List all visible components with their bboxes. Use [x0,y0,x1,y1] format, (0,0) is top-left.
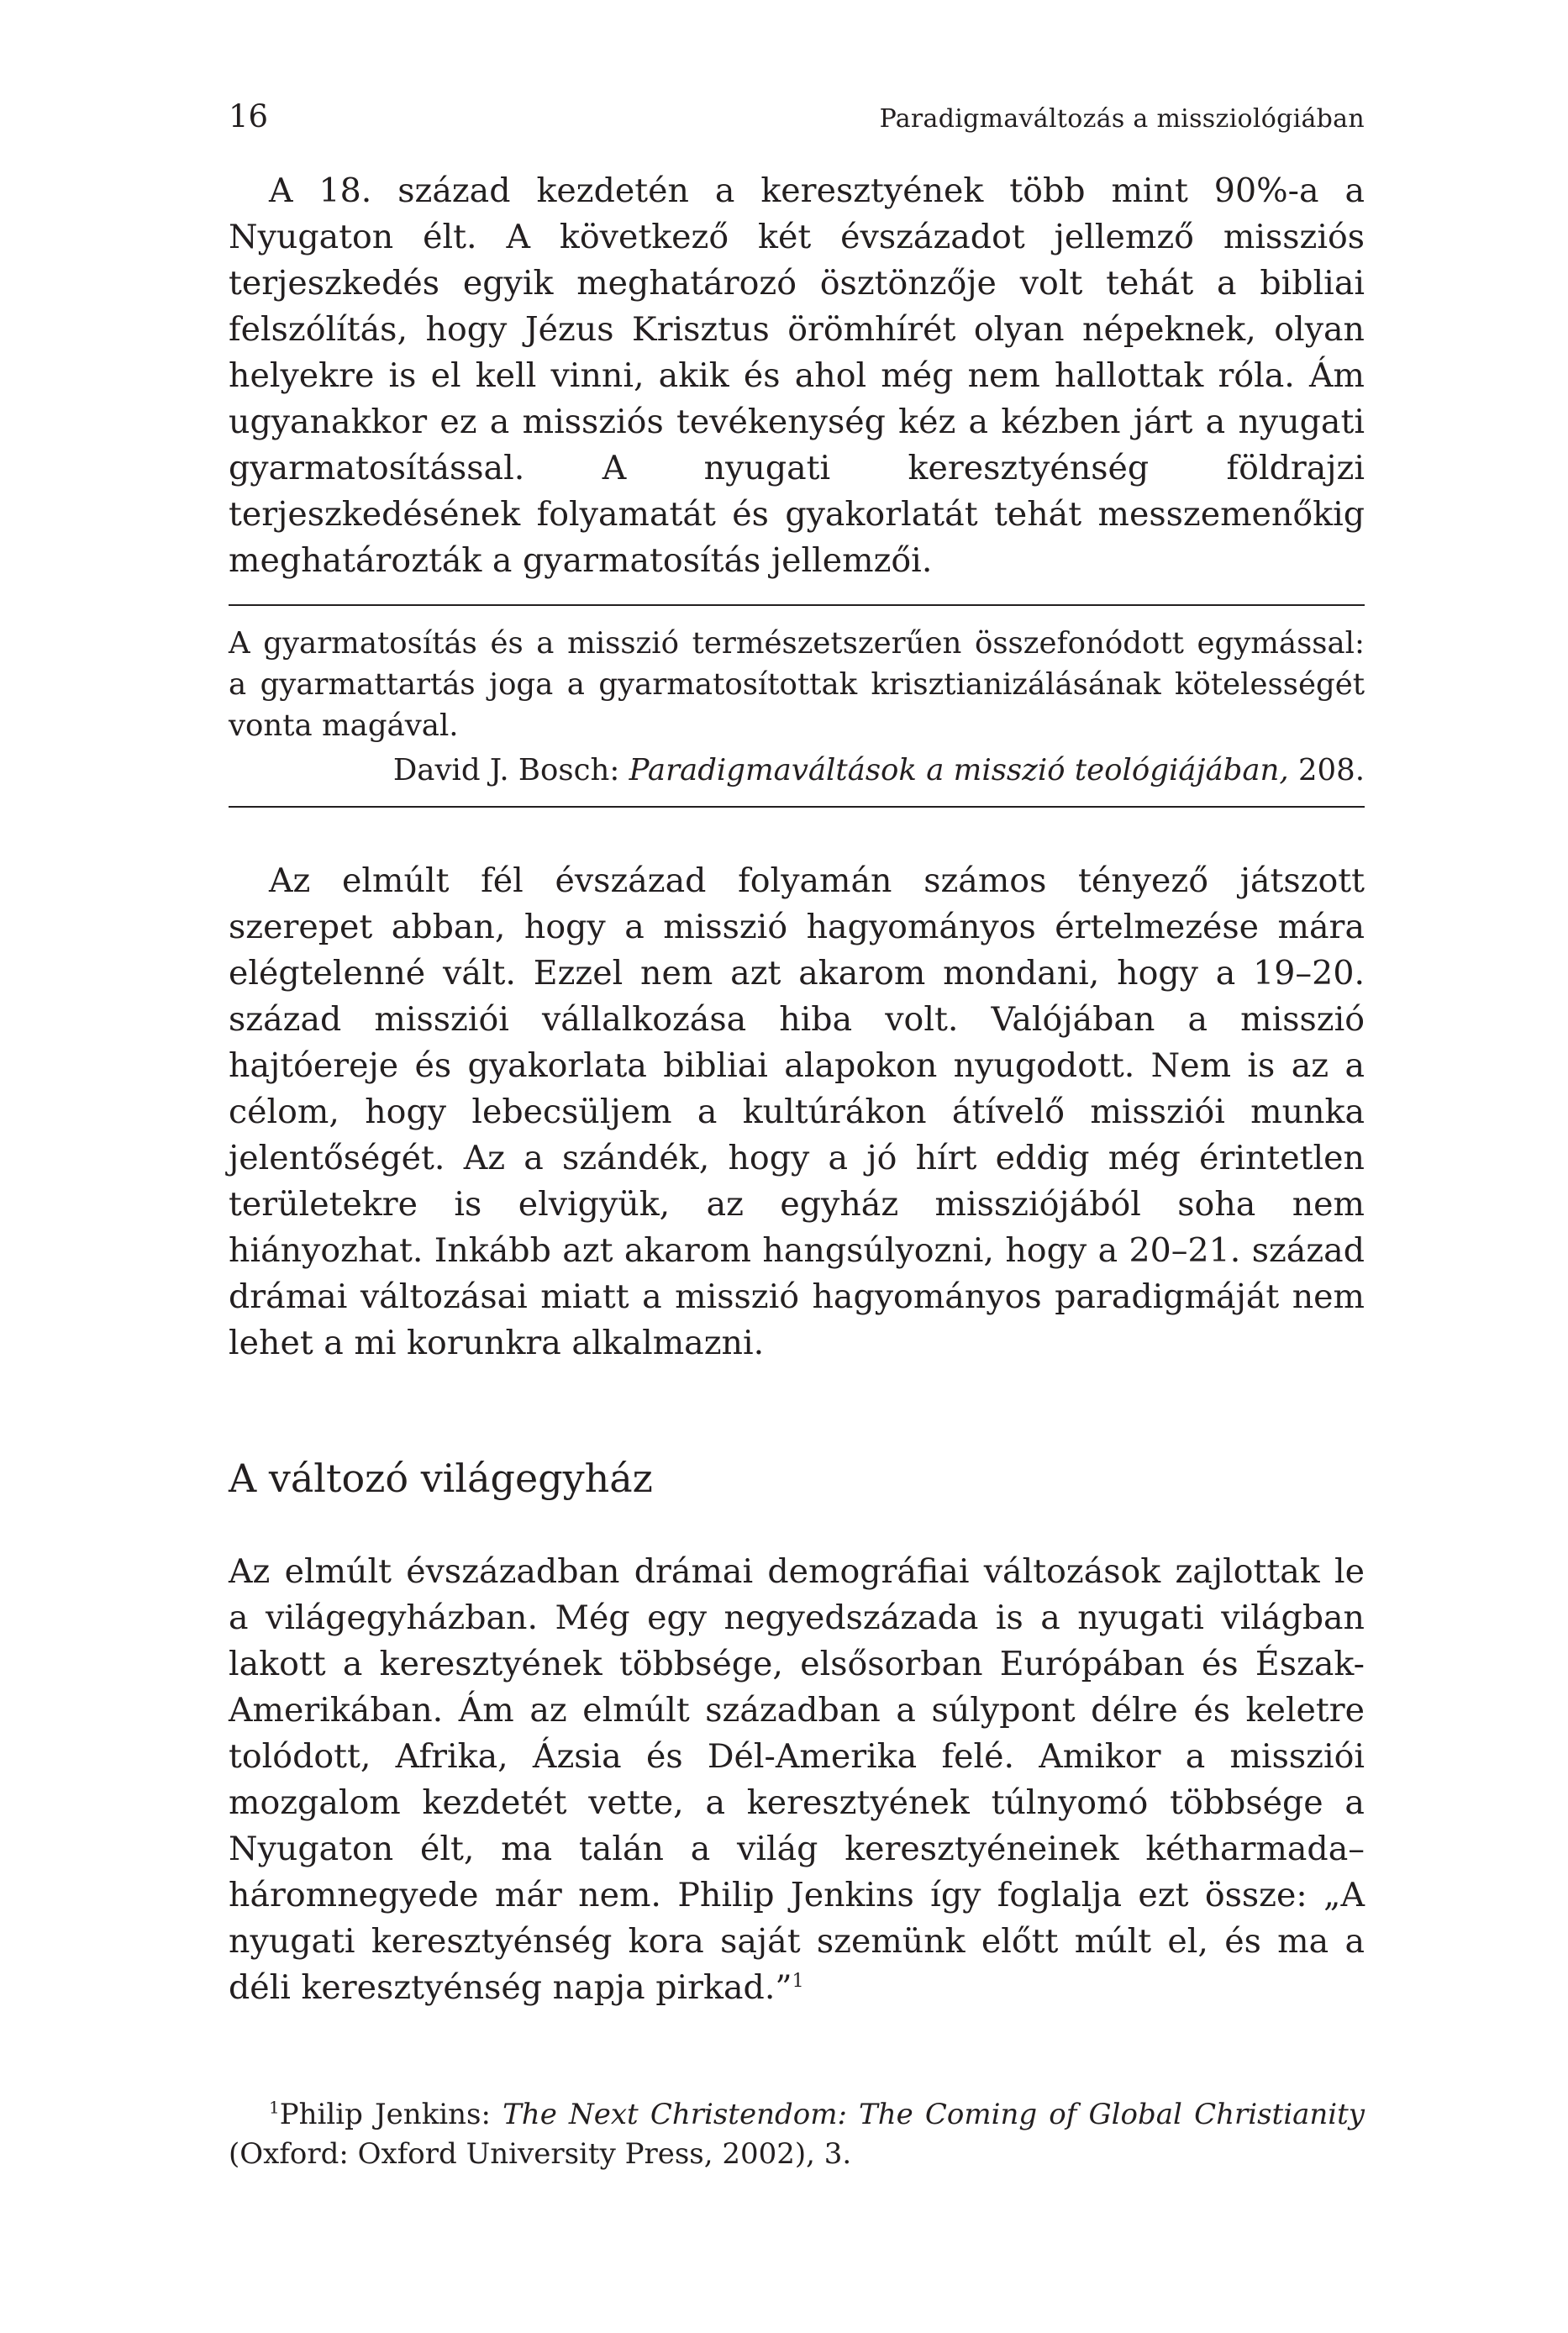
paragraph-world-church [229,1549,1365,2011]
footnote [229,2095,1365,2174]
quote-attribution [229,750,1365,791]
quote-page: 208. [1288,753,1365,787]
page-number: 16 [229,98,269,134]
block-quote [229,604,1365,808]
quote-author: David J. Bosch: [392,753,629,787]
running-header [229,98,1365,168]
footnote-mark: 1 [269,2097,280,2118]
paragraph-world-church-text: Az elmúlt évszázadban drámai demográfiai változások zajlottak le a világegyházban. Még egy negyedszázada is a nyugati világban lakott a keresztyének többsége, elsősorban Európában és Észak-Amerikában. Ám az elmúlt században a súlypont délre és keletre tolódott, Afrika, Ázsia és Dél-Amerika felé. Amikor a missziói mozgalom kezdetét vette, a keresztyének túlnyomó többsége a Nyugaton élt, ma talán a világ keresztyéneinek kétharmada–háromnegyede már nem. Philip Jenkins így foglalja ezt össze: „A nyugati keresztyénség kora saját szemünk előtt múlt el, és ma a déli keresztyénség napja pirkad.” [229,1551,1365,2007]
book-page [229,98,1365,2203]
footnote-reference[interactable]: 1 [792,1970,804,1992]
running-title: Paradigmaváltozás a missziológiában [879,104,1365,134]
quote-text: A gyarmatosítás és a misszió természetszerűen összefonódott egymással: a gyarmattartás joga a gyarmatosítottak krisztianizálásának kötelességét vonta magával. [229,626,1365,743]
paragraph-intro: A 18. század kezdetén a keresztyének több mint 90%-a a Nyugaton élt. A következő két évszázadot jellemző missziós terjeszkedés egyik meghatározó ösztönzője volt tehát a bibliai felszólítás, hogy Jézus Krisztus örömhírét olyan népeknek, olyan helyekre is el kell vinni, akik és ahol még nem hallottak róla. Ám ugyanakkor ez a missziós tevékenység kéz a kézben járt a nyugati gyarmatosítással. A nyugati keresztyénség földrajzi terjeszkedésének folyamatát és gyakorlatát tehát messzemenőkig meghatározták a gyarmatosítás jellemzői. [229,171,1365,580]
footnote-publication: (Oxford: Oxford University Press, 2002), 3. [229,2136,852,2171]
footnote-book-title: The Next Christendom: The Coming of Global Christianity [502,2097,1365,2131]
paragraph-mission-paradigm: Az elmúlt fél évszázad folyamán számos tényező játszott szerepet abban, hogy a misszió hagyományos értelmezése mára elégtelenné vált. Ezzel nem azt akarom mondani, hogy a 19–20. század missziói vállalkozása hiba volt. Valójában a misszió hajtóereje és gyakorlata bibliai alapokon nyugodott. Nem is az a célom, hogy lebecsüljem a kultúrákon átívelő missziói munka jelentőségét. Az a szándék, hogy a jó hírt eddig még érintetlen területekre is elvigyük, az egyház missziójából soha nem hiányozhat. Inkább azt akarom hangsúlyozni, hogy a 20–21. század drámai változásai miatt a misszió hagyományos paradigmáját nem lehet a mi korunkra alkalmazni. [229,861,1365,1362]
footnote-author: Philip Jenkins: [279,2097,503,2131]
section-heading: A változó világegyház [229,1456,653,1501]
quote-work-title: Paradigmaváltások a misszió teológiájában, [629,753,1289,787]
